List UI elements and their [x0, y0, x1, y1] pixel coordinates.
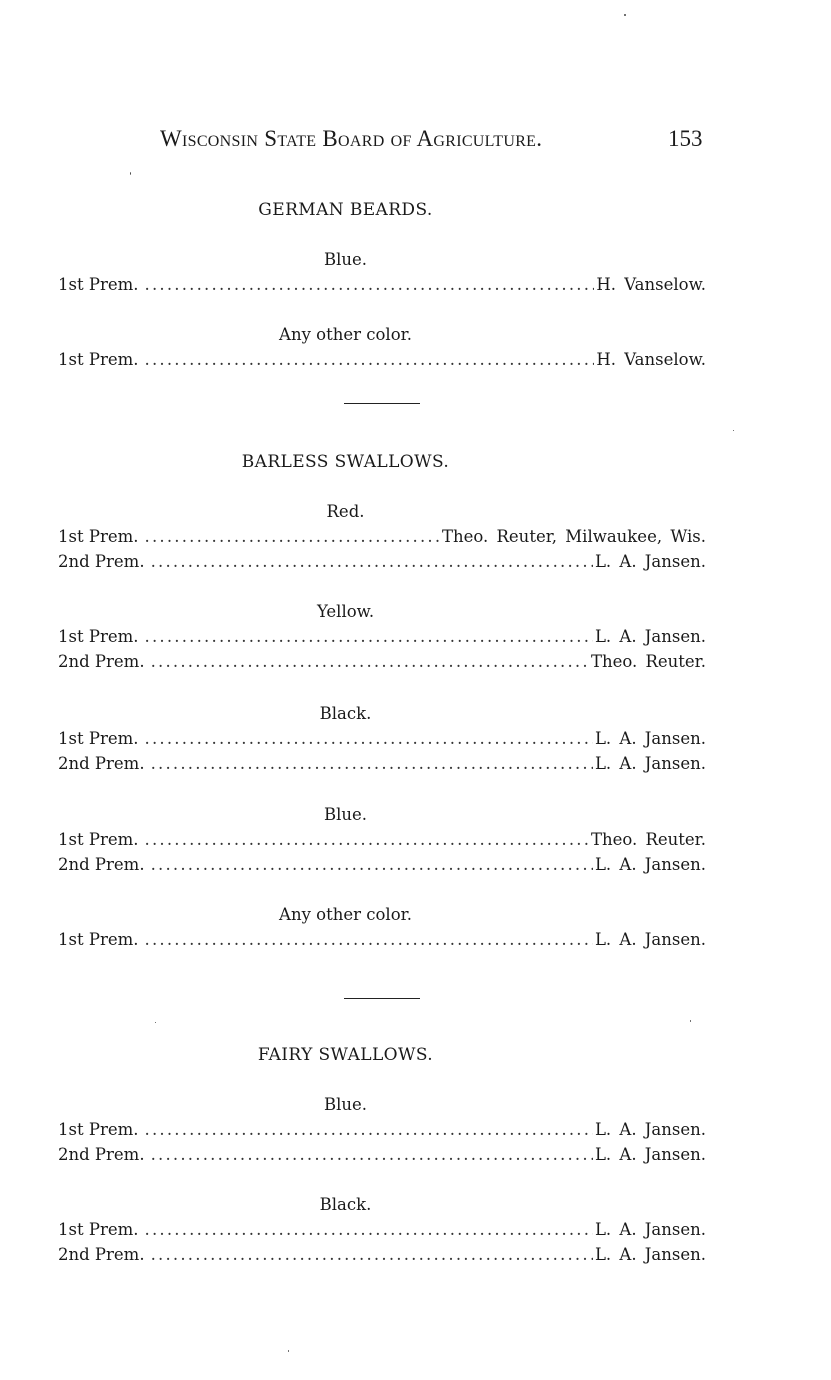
running-head: Wisconsin State Board of Agriculture.	[160, 126, 543, 151]
dot-leader	[145, 830, 589, 849]
premium-row	[58, 275, 706, 297]
premium-winner: L. A. Jansen.	[594, 1145, 706, 1164]
dot-leader	[151, 652, 589, 671]
section-divider	[344, 998, 420, 999]
premium-place: 2nd Prem.	[58, 1245, 145, 1264]
color-heading: Black.	[319, 1195, 372, 1214]
premium-row	[58, 1220, 706, 1242]
color-heading: Red.	[326, 502, 365, 521]
dot-leader	[145, 627, 593, 646]
color-heading: Any other color.	[279, 905, 412, 924]
scan-speck	[733, 430, 734, 431]
section-title: GERMAN BEARDS.	[258, 200, 433, 220]
premium-place: 1st Prem.	[58, 350, 139, 369]
premium-row	[58, 1120, 706, 1142]
scan-speck	[624, 14, 626, 16]
premium-place: 1st Prem.	[58, 729, 139, 748]
premium-row	[58, 729, 706, 751]
section-title: BARLESS SWALLOWS.	[241, 452, 450, 472]
section-divider	[344, 403, 420, 404]
premium-winner: L. A. Jansen.	[594, 930, 706, 949]
premium-winner: L. A. Jansen.	[594, 552, 706, 571]
premium-row	[58, 830, 706, 852]
premium-row	[58, 527, 706, 549]
dot-leader	[145, 527, 440, 546]
premium-place: 1st Prem.	[58, 275, 139, 294]
color-heading: Black.	[319, 704, 372, 723]
premium-row	[58, 1245, 706, 1267]
premium-winner: L. A. Jansen.	[594, 1220, 706, 1239]
dot-leader	[145, 1220, 593, 1239]
color-heading: Blue.	[323, 250, 368, 269]
premium-winner: L. A. Jansen.	[594, 729, 706, 748]
premium-row	[58, 1145, 706, 1167]
scan-speck	[130, 172, 131, 175]
dot-leader	[145, 275, 595, 294]
dot-leader	[151, 1245, 593, 1264]
page-number: 153	[668, 126, 703, 151]
premium-winner: H. Vanselow.	[596, 275, 706, 294]
premium-winner: Theo. Reuter.	[590, 652, 706, 671]
premium-place: 1st Prem.	[58, 1120, 139, 1139]
premium-row	[58, 754, 706, 776]
premium-row	[58, 930, 706, 952]
scan-speck	[288, 1350, 289, 1352]
premium-place: 2nd Prem.	[58, 552, 145, 571]
dot-leader	[151, 855, 593, 874]
dot-leader	[151, 754, 593, 773]
premium-winner: L. A. Jansen.	[594, 1245, 706, 1264]
premium-place: 2nd Prem.	[58, 855, 145, 874]
premium-row	[58, 552, 706, 574]
dot-leader	[145, 930, 593, 949]
premium-winner: L. A. Jansen.	[594, 627, 706, 646]
premium-winner: L. A. Jansen.	[594, 855, 706, 874]
premium-row	[58, 855, 706, 877]
premium-place: 1st Prem.	[58, 830, 139, 849]
premium-place: 2nd Prem.	[58, 754, 145, 773]
premium-row	[58, 652, 706, 674]
premium-place: 1st Prem.	[58, 1220, 139, 1239]
dot-leader	[151, 1145, 593, 1164]
dot-leader	[145, 1120, 593, 1139]
premium-row	[58, 627, 706, 649]
premium-winner: H. Vanselow.	[596, 350, 706, 369]
premium-winner: Theo. Reuter, Milwaukee, Wis.	[441, 527, 706, 546]
color-heading: Any other color.	[279, 325, 412, 344]
scan-speck	[690, 1020, 691, 1022]
premium-winner: L. A. Jansen.	[594, 754, 706, 773]
dot-leader	[145, 729, 593, 748]
scan-speck	[155, 1022, 156, 1023]
premium-place: 2nd Prem.	[58, 1145, 145, 1164]
premium-place: 2nd Prem.	[58, 652, 145, 671]
color-heading: Blue.	[323, 1095, 368, 1114]
dot-leader	[145, 350, 595, 369]
premium-row	[58, 350, 706, 372]
premium-winner: L. A. Jansen.	[594, 1120, 706, 1139]
premium-place: 1st Prem.	[58, 527, 139, 546]
color-heading: Blue.	[323, 805, 368, 824]
premium-place: 1st Prem.	[58, 627, 139, 646]
color-heading: Yellow.	[316, 602, 375, 621]
premium-place: 1st Prem.	[58, 930, 139, 949]
dot-leader	[151, 552, 593, 571]
premium-winner: Theo. Reuter.	[590, 830, 706, 849]
section-title: FAIRY SWALLOWS.	[257, 1045, 434, 1065]
